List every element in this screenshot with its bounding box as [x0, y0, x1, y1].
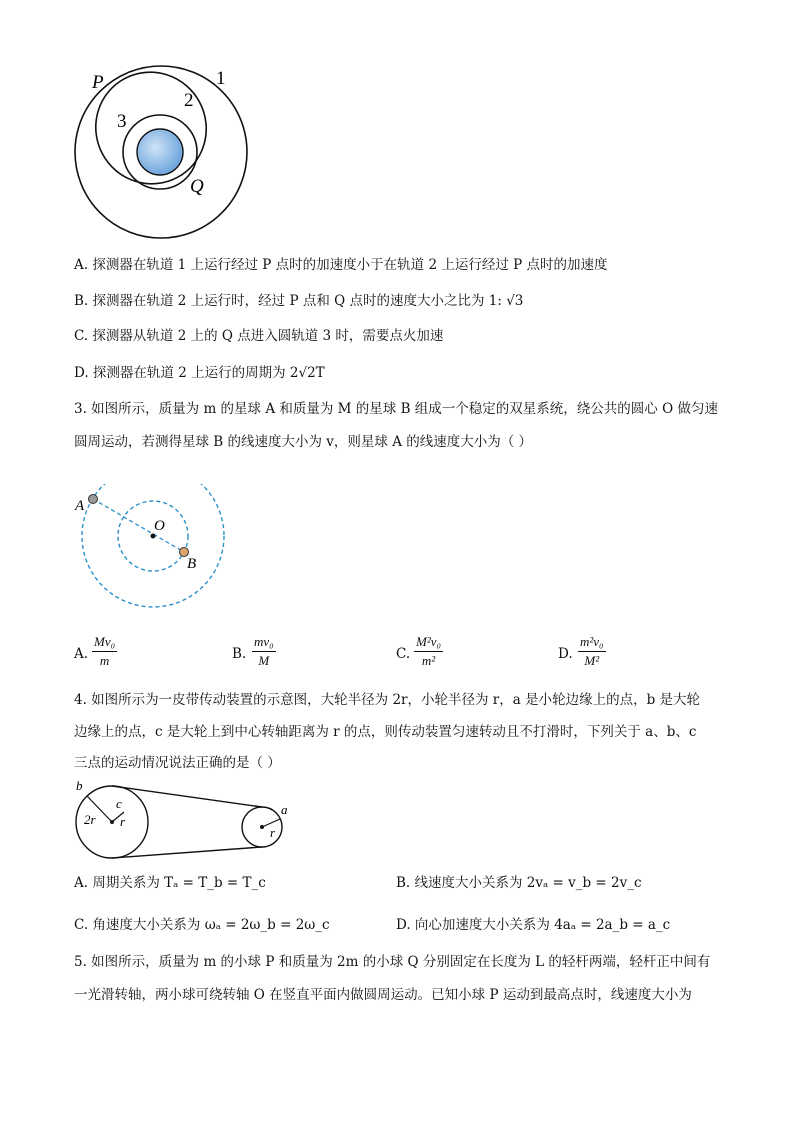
q3-option-c-letter: C.	[396, 646, 411, 662]
q4-option-c: C. 角速度大小关系为 ωₐ = 2ω_b = 2ω_c	[74, 917, 330, 933]
q3-option-b-den: M	[258, 653, 270, 668]
q3-option-a-fraction	[92, 634, 117, 669]
label-c: c	[116, 796, 122, 811]
label-q: Q	[190, 176, 204, 197]
binary-star-figure	[70, 484, 240, 614]
star-a	[89, 495, 98, 504]
q4-stem-line1: 4. 如图所示为一皮带传动装置的示意图，大轮半径为 2r，小轮半径为 r，a 是小轮边缘上的点，b 是大轮	[74, 692, 701, 708]
q4-stem-line3: 三点的运动情况说法正确的是（ ）	[74, 755, 281, 771]
belt-drive-figure	[70, 778, 300, 862]
q3-option-c-fraction	[414, 634, 443, 669]
q3-option-b-num: mv₀	[252, 634, 276, 652]
q3-option-c-num: M²v₀	[414, 634, 443, 652]
q4-stem-line2: 边缘上的点，c 是大轮上到中心转轴距离为 r 的点，则传动装置匀速转动且不打滑时，下列关于 a、b、c	[74, 724, 697, 740]
planet	[137, 129, 183, 175]
center-small	[260, 825, 264, 829]
q3-option-a-den: m	[99, 653, 110, 668]
q4-option-d: D. 向心加速度大小关系为 4aₐ = 2a_b = a_c	[396, 917, 671, 933]
label-3: 3	[117, 111, 127, 132]
label-p: P	[92, 72, 104, 93]
q2-option-a: A. 探测器在轨道 1 上运行经过 P 点时的加速度小于在轨道 2 上运行经过 P 点时的加速度	[74, 257, 608, 273]
label-a: a	[281, 802, 288, 817]
q3-option-d-num: m²v₀	[578, 634, 606, 652]
q2-option-d: D. 探测器在轨道 2 上运行的周期为 2√2T	[74, 365, 325, 381]
label-r-big: r	[120, 814, 126, 829]
q2-option-c: C. 探测器从轨道 2 上的 Q 点进入圆轨道 3 时，需要点火加速	[74, 328, 444, 344]
q3-stem-line1: 3. 如图所示，质量为 m 的星球 A 和质量为 M 的星球 B 组成一个稳定的双星系统，绕公共的圆心 O 做匀速	[74, 401, 718, 417]
label-b: b	[76, 778, 83, 793]
q3-option-d-den: M²	[584, 653, 600, 668]
q5-stem-line2: 一光滑转轴，两小球可绕转轴 O 在竖直平面内做圆周运动。已知小球 P 运动到最高点时，线速度大小为	[74, 987, 692, 1003]
belt-bottom	[112, 847, 262, 858]
label-b: B	[187, 556, 197, 572]
center-o	[151, 534, 156, 539]
q2-option-b: B. 探测器在轨道 2 上运行时，经过 P 点和 Q 点时的速度大小之比为 1: √3	[74, 293, 524, 309]
center-big	[110, 820, 114, 824]
q3-option-a-num: Mv₀	[92, 634, 117, 652]
label-1: 1	[216, 68, 226, 89]
q3-option-a-letter: A.	[74, 646, 89, 662]
q3-stem-line2: 圆周运动，若测得星球 B 的线速度大小为 v，则星球 A 的线速度大小为（ ）	[74, 434, 533, 450]
q3-option-b-fraction	[252, 634, 276, 669]
q3-option-d-fraction	[578, 634, 606, 669]
label-2r: 2r	[84, 812, 96, 827]
outer-orbit	[82, 484, 224, 607]
q3-option-d-letter: D.	[558, 646, 573, 662]
belt-top	[112, 786, 262, 807]
connecting-line	[93, 499, 184, 552]
orbit-figure	[66, 64, 266, 244]
q3-option-b-letter: B.	[232, 646, 247, 662]
q3-option-c-den: m²	[421, 653, 436, 668]
label-a: A	[75, 498, 85, 514]
label-2: 2	[184, 90, 194, 111]
q5-stem-line1: 5. 如图所示，质量为 m 的小球 P 和质量为 2m 的小球 Q 分别固定在长度为 L 的轻杆两端，轻杆正中间有	[74, 954, 711, 970]
label-o: O	[154, 518, 165, 534]
q4-option-a: A. 周期关系为 Tₐ = T_b = T_c	[74, 875, 266, 891]
label-r-small: r	[270, 825, 276, 840]
q4-option-b: B. 线速度大小关系为 2vₐ = v_b = 2v_c	[396, 875, 642, 891]
